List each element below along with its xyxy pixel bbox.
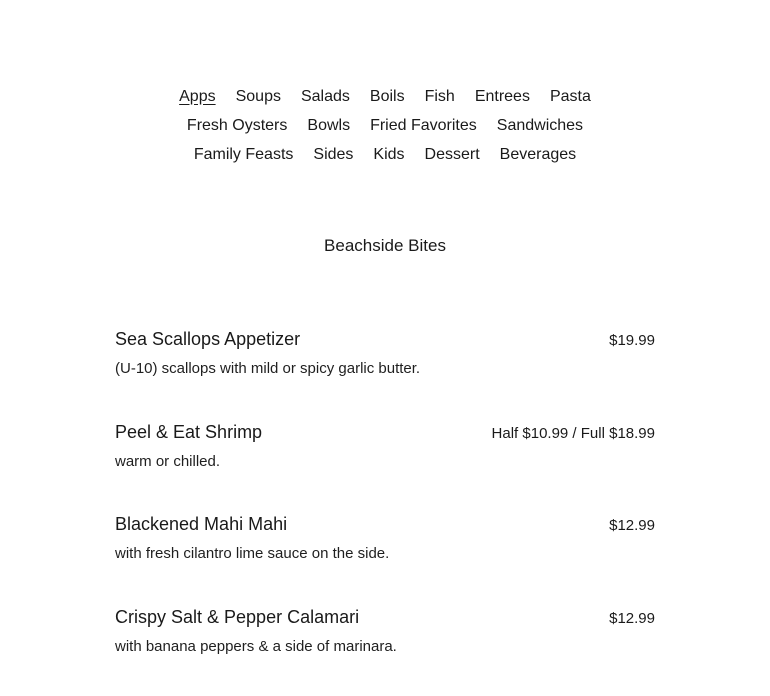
- nav-link-sides[interactable]: Sides: [313, 145, 353, 165]
- menu-item: [115, 604, 655, 696]
- nav-link-soups[interactable]: Soups: [236, 87, 281, 107]
- menu-item-header: [115, 326, 655, 352]
- menu-item-price: $19.99: [609, 328, 655, 354]
- nav-link-entrees[interactable]: Entrees: [475, 87, 530, 107]
- category-nav: [0, 82, 770, 169]
- menu-item-header: [115, 604, 655, 630]
- nav-link-fresh-oysters[interactable]: Fresh Oysters: [187, 116, 287, 136]
- nav-link-kids[interactable]: Kids: [373, 145, 404, 165]
- menu-item: [115, 419, 655, 512]
- nav-link-bowls[interactable]: Bowls: [307, 116, 350, 136]
- nav-link-apps[interactable]: Apps: [179, 87, 215, 107]
- nav-link-boils[interactable]: Boils: [370, 87, 405, 107]
- menu-item: [115, 326, 655, 419]
- nav-link-sandwiches[interactable]: Sandwiches: [497, 116, 583, 136]
- nav-row: [0, 82, 770, 111]
- nav-link-fish[interactable]: Fish: [425, 87, 455, 107]
- nav-link-dessert[interactable]: Dessert: [425, 145, 480, 165]
- menu-item-price: Half $10.99 / Full $18.99: [492, 421, 655, 447]
- nav-link-beverages[interactable]: Beverages: [500, 145, 577, 165]
- menu-item-header: [115, 419, 655, 445]
- menu-item-description: with banana peppers & a side of marinara.: [115, 636, 655, 658]
- menu-item-name: Sea Scallops Appetizer: [115, 326, 300, 352]
- nav-row: [0, 111, 770, 140]
- menu-item-header: [115, 511, 655, 537]
- menu-item-description: (U-10) scallops with mild or spicy garlic butter.: [115, 358, 655, 380]
- menu-item-name: Crispy Salt & Pepper Calamari: [115, 604, 359, 630]
- menu-item-name: Peel & Eat Shrimp: [115, 419, 262, 445]
- menu-item-description: with fresh cilantro lime sauce on the side.: [115, 543, 655, 565]
- nav-link-salads[interactable]: Salads: [301, 87, 350, 107]
- menu-item: [115, 511, 655, 604]
- menu-item-price: $12.99: [609, 513, 655, 539]
- nav-link-fried-favorites[interactable]: Fried Favorites: [370, 116, 477, 136]
- menu-item-price: $12.99: [609, 606, 655, 632]
- nav-link-family-feasts[interactable]: Family Feasts: [194, 145, 294, 165]
- nav-row: [0, 140, 770, 169]
- menu-item-description: warm or chilled.: [115, 451, 655, 473]
- menu-list: [115, 326, 655, 696]
- section-title: Beachside Bites: [0, 235, 770, 257]
- nav-link-pasta[interactable]: Pasta: [550, 87, 591, 107]
- menu-item-name: Blackened Mahi Mahi: [115, 511, 287, 537]
